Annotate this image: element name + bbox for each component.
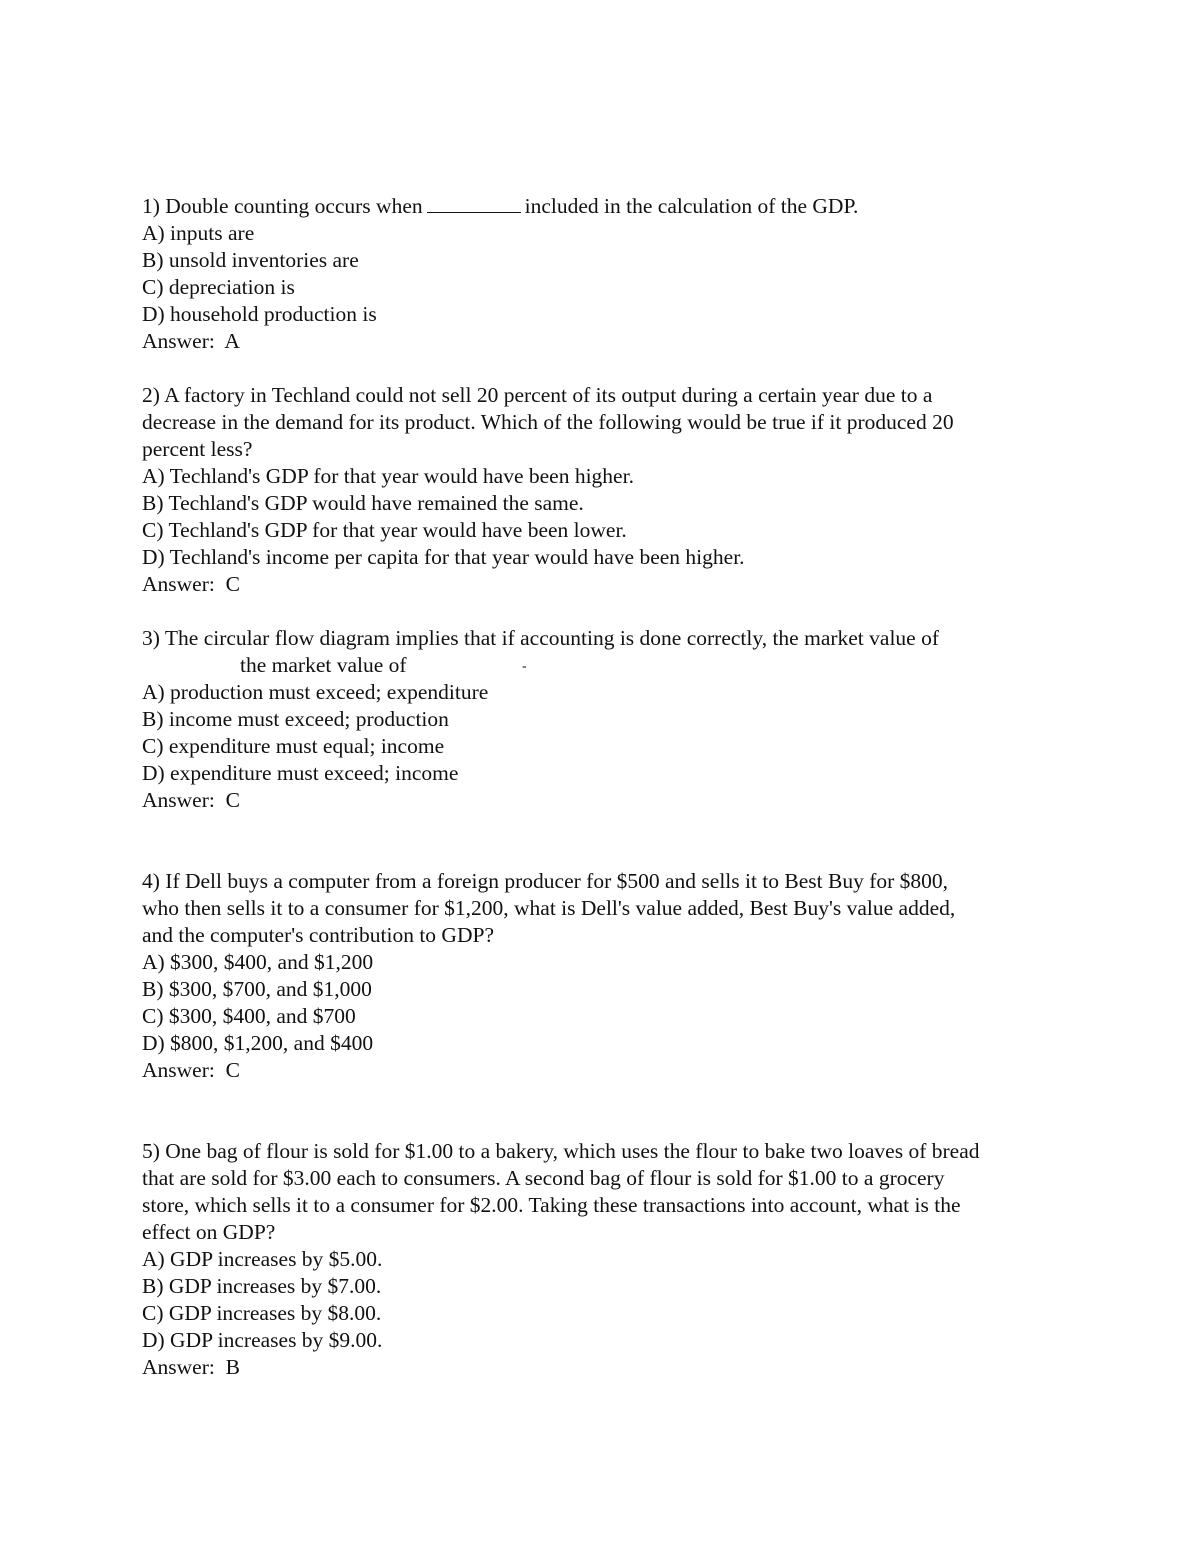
question-4-stem-line: and the computer's contribution to GDP? (142, 923, 494, 947)
question-4 (142, 868, 1082, 1084)
answer-blank (427, 193, 521, 213)
spacer (142, 598, 1082, 625)
option-b: B) GDP increases by $7.00. (142, 1274, 382, 1298)
spacer (142, 814, 1082, 868)
question-4-stem-line: 4) If Dell buys a computer from a foreign producer for $500 and sells it to Best Buy for $800, (142, 869, 949, 893)
option-c: C) $300, $400, and $700 (142, 1004, 356, 1028)
question-2-stem-line: decrease in the demand for its product. Which of the following would be true if it produced 20 (142, 410, 954, 434)
option-d: D) GDP increases by $9.00. (142, 1328, 383, 1352)
question-3 (142, 625, 1082, 814)
question-1 (142, 193, 1082, 355)
question-1-stem-after-blank: included in the calculation of the GDP. (524, 194, 859, 218)
question-5-stem-line: 5) One bag of flour is sold for $1.00 to a bakery, which uses the flour to bake two loaves of bread (142, 1139, 980, 1163)
question-5-stem-line: that are sold for $3.00 each to consumers. A second bag of flour is sold for $1.00 to a grocery (142, 1166, 945, 1190)
question-2 (142, 382, 1082, 598)
option-a: A) $300, $400, and $1,200 (142, 950, 374, 974)
option-a: A) GDP increases by $5.00. (142, 1247, 383, 1271)
stray-mark: - (522, 659, 527, 674)
option-d: D) household production is (142, 302, 377, 326)
question-3-stem-text: the market value of (240, 653, 407, 677)
answer-line: Answer: C (142, 788, 240, 812)
question-3-stem-line: 3) The circular flow diagram implies that if accounting is done correctly, the market value of (142, 626, 940, 650)
question-2-stem-line: 2) A factory in Techland could not sell 20 percent of its output during a certain year due to a (142, 383, 933, 407)
question-2-stem-line: percent less? (142, 437, 253, 461)
option-a: A) Techland's GDP for that year would have been higher. (142, 464, 634, 488)
question-5-stem-line: store, which sells it to a consumer for $2.00. Taking these transactions into account, what is the (142, 1193, 961, 1217)
question-3-stem-indented-line (142, 652, 1082, 679)
question-5-stem-line: effect on GDP? (142, 1220, 276, 1244)
option-c: C) expenditure must equal; income (142, 734, 445, 758)
question-5 (142, 1138, 1082, 1381)
answer-line: Answer: C (142, 1058, 240, 1082)
question-list (142, 193, 1082, 1381)
answer-line: Answer: A (142, 329, 240, 353)
option-c: C) Techland's GDP for that year would have been lower. (142, 518, 627, 542)
option-b: B) $300, $700, and $1,000 (142, 977, 372, 1001)
question-4-stem-line: who then sells it to a consumer for $1,200, what is Dell's value added, Best Buy's value added, (142, 896, 956, 920)
spacer (142, 355, 1082, 382)
question-1-stem-before-blank: 1) Double counting occurs when (142, 194, 423, 218)
question-1-stem (142, 193, 1082, 220)
option-b: B) unsold inventories are (142, 248, 359, 272)
option-a: A) inputs are (142, 221, 255, 245)
option-c: C) GDP increases by $8.00. (142, 1301, 382, 1325)
option-b: B) Techland's GDP would have remained the same. (142, 491, 584, 515)
option-c: C) depreciation is (142, 275, 295, 299)
answer-line: Answer: C (142, 572, 240, 596)
option-d: D) $800, $1,200, and $400 (142, 1031, 374, 1055)
spacer (142, 1084, 1082, 1138)
option-d: D) Techland's income per capita for that year would have been higher. (142, 545, 745, 569)
option-a: A) production must exceed; expenditure (142, 680, 489, 704)
option-d: D) expenditure must exceed; income (142, 761, 459, 785)
option-b: B) income must exceed; production (142, 707, 449, 731)
answer-line: Answer: B (142, 1355, 240, 1379)
